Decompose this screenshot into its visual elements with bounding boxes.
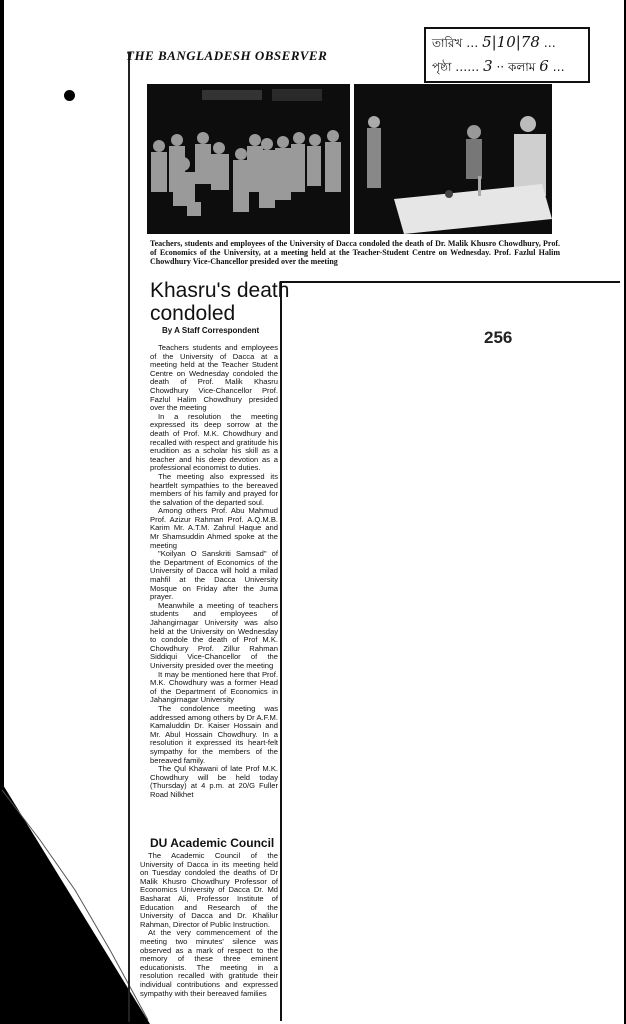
clipping-edge-line [128, 52, 130, 1022]
stamp-column-label: কলাম [507, 60, 536, 74]
article-paragraph: "Koilyan O Sanskriti Samsad" of the Department of Economics of the University of Dacca will hold a milad mahfil at the Dacca University Mosque on Friday after the Juma prayer. [150, 549, 278, 602]
article-byline: By A Staff Correspondent [162, 326, 260, 335]
headline-line-2: condoled [150, 302, 236, 325]
article-paragraph: Teachers students and employees of the University of Dacca at a meeting held at the Teacher Student Centre on Wednesday condoled the death of Prof. Malik Khasru Chowdhury Vice-Chancellor Prof. Fazlul Halim Chowdhury presided over the meeting [150, 343, 278, 413]
stamp-page-value: 3 [483, 57, 493, 75]
photo-caption: Teachers, students and employees of the University of Dacca condoled the death of Dr. Malik Khusro Chowdhury, Prof. of Economics of the University, at a meeting held at the Teacher-Student Centre on Wednesday. Prof. Fazlul Halim Chowdhury Vice-Chancellor presided over the meeting [150, 239, 560, 266]
article-body [150, 344, 278, 799]
speaker-at-table-photo [354, 84, 552, 234]
subheading: DU Academic Council [150, 836, 275, 850]
archive-page-number: 256 [484, 328, 513, 347]
stamp-column-value: 6 [539, 57, 549, 75]
article-paragraph: In a resolution the meeting expressed its deep sorrow at the death of Prof. M.K. Chowdhury and recalled with respect and gratitude his erudition as a scholar his skill as a teacher and his deep devotion as a professional economist to duties. [150, 411, 278, 473]
column-border-right [280, 281, 282, 1021]
column-border-top [280, 281, 620, 283]
archive-stamp: তারিখ … 5|10|78 … পৃষ্ঠা …… 3 ·· কলাম 6 … [424, 27, 590, 83]
article-paragraph: Meanwhile a meeting of teachers students and employees of Jahangirnagar University was also held at the University on Wednesday to condole the death of Prof M.K. Chowdhury Prof. Zillur Rahman Siddiqui Vice-Chancellor of the University presided over the meeting [150, 600, 278, 670]
meeting-crowd-photo [147, 84, 350, 234]
article-paragraph: The condolence meeting was addressed among others by Dr A.F.M. Kamaluddin Dr. Kaiser Hossain and Mr. Abul Hossain Chowdhury. In a resolution it expressed its heart-felt sympathy for the members of the bereaved family. [150, 703, 278, 765]
article-paragraph: Among others Prof. Abu Mahmud Prof. Azizur Rahman Prof. A.Q.M.B. Karim Mr. A.T.M. Zahrul Haque and Mr Shamsuddin Ahmed spoke at the meeting [150, 506, 278, 550]
punch-hole [64, 90, 75, 101]
stamp-date-value: 5|10|78 [482, 33, 540, 51]
article-paragraph: The Qul Khawani of late Prof M.K. Chowdhury will be held today (Thursday) at 4 p.m. at 20/G Fuller Road Nilkhet [150, 764, 278, 799]
article-paragraph: The Academic Council of the University of Dacca in its meeting held on Tuesday condoled the deaths of Dr Malik Khusro Chowdhury Professor of Economics University of Dacca Dr. Md Basharat Ali, Professor Institute of Education and Research of the University of Dacca and Dr. Khalilur Rahman, Director of Public Instruction. [140, 851, 278, 929]
article-paragraph: The meeting also expressed its heartfelt sympathies to the bereaved members of his family and prayed for the salvation of the departed soul. [150, 471, 278, 507]
headline-line-1: Khasru's death [150, 279, 290, 302]
stamp-page-label: পৃষ্ঠা [432, 60, 452, 74]
article-paragraph: At the very commencement of the meeting two minutes' silence was observed as a mark of respect to the memory of these three eminent educationists. The meeting in a resolution recalled with gratitude their individual contributions and expressed sympathy with their bereaved families [140, 928, 278, 998]
stamp-date-label: তারিখ [432, 36, 463, 50]
newspaper-masthead: THE BANGLADESH OBSERVER [126, 48, 328, 63]
article-paragraph: It may be mentioned here that Prof. M.K. Chowdhury was a former Head of the Department of Economics in Jahangirnagar University [150, 669, 278, 705]
article-headline [150, 279, 289, 325]
article-body-2 [140, 852, 278, 998]
